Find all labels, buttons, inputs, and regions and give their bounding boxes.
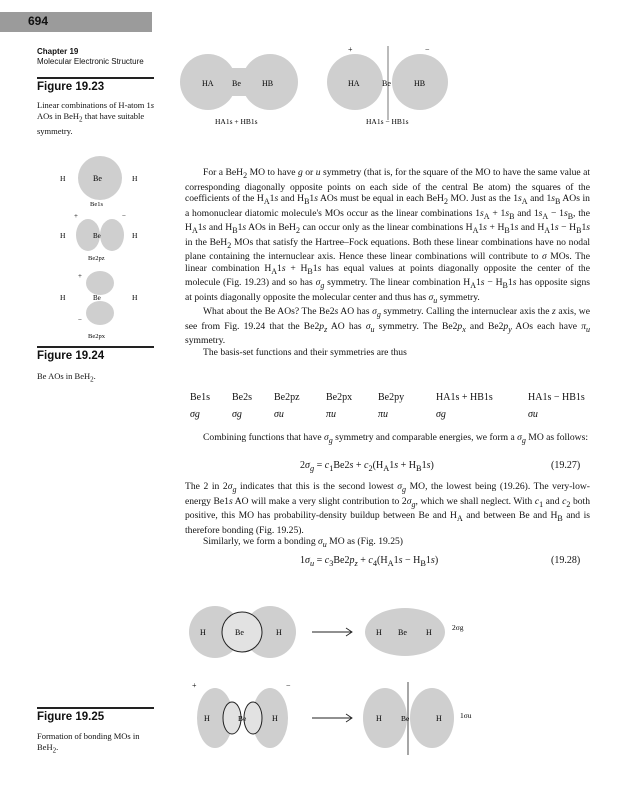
be-label: Be (401, 714, 410, 723)
h-right-label: H (272, 714, 278, 723)
orbital-sum-diagram (180, 54, 298, 126)
figure-19-25-diagram (180, 600, 620, 780)
minus-sign: − (425, 45, 430, 54)
basis-function-cell: HA1s − HB1s (528, 392, 585, 403)
basis-symmetries-row (190, 409, 590, 420)
be2px-sublabel: Be2px (88, 333, 105, 340)
plus-sign: + (78, 272, 82, 280)
paragraph-3: The basis-set functions and their symmetries are thus (203, 346, 407, 358)
basis-functions-row (190, 392, 590, 403)
be2pz-orbital (60, 212, 138, 262)
figure-rule (37, 707, 154, 709)
h-left-label: H (376, 714, 382, 723)
main-text (185, 167, 590, 358)
equation-number-19-27: (19.27) (551, 460, 581, 471)
h-left-label: H (60, 293, 66, 302)
sigma-u-formation (192, 681, 472, 755)
be-label: Be (232, 79, 241, 88)
be1s-sublabel: Be1s (90, 201, 103, 208)
equation-19-28: $1\sigma_u = c_3Be2p_z + c_4(H_A1s - H_B1s)$ (300, 555, 439, 568)
figure-19-23-caption: Linear combinations of H-atom 1s AOs in BeH$_2$ that have suitable symmetry. (37, 100, 155, 136)
paragraph-1: For a BeH$_2$ MO to have g or u symmetry (that is, for the square of the MO to have the same value at corresponding diagonally opposite points on each side of the central Be atom) the squares of the coefficients of the $H_A1s$ and $H_B1s$ AOs must be equal in each BeH$_2$ MO. Just as the $1s_A$ and $1s_B$ AOs in a homonuclear diatomic molecule's MOs occur as the linear combinations $1s_A + 1s_B$ and $1s_A - 1s_B$, the $H_A1s$ and $H_B1s$ AOs in BeH$_2$ can occur only as the linear combinations $H_A1s + H_B1s$ and $H_A1s - H_B1s$ in the BeH$_2$ MOs that satisfy the Hartree–Fock equations. Both these linear combinations have no nodal plane containing the internuclear axis. Hence these linear combinations will contribute to σ MOs. The linear combination $H_A1s + H_B1s$ has equal values at points diagonally opposite the center of the molecule (Fig. 19.23) and so has $\sigma_g$ symmetry. The linear combination $H_A1s - H_B1s$ has opposite signs at points diagonally opposite the molecular center and thus has $\sigma_u$ symmetry. (185, 167, 591, 305)
minus-sign: − (122, 212, 126, 220)
h-right-label: H (436, 714, 442, 723)
main-text-2 (185, 432, 590, 447)
plus-sign: + (74, 212, 78, 220)
basis-function-cell: Be2px (326, 392, 353, 403)
h-right-label: H (132, 231, 138, 240)
figure-rule (37, 77, 154, 79)
paragraph-2: What about the Be AOs? The Be2s AO has $\sigma_g$ symmetry. Calling the internuclear axis the z axis, we see from Fig. 19.24 that the $Be2p_z$ AO has $\sigma_u$ symmetry. The $Be2p_x$ and $Be2p_y$ AOs each have $\pi_u$ symmetry. (185, 306, 591, 347)
be1s-orbital (60, 156, 138, 208)
symmetry-cell: σg (190, 409, 200, 420)
h-left-label: H (204, 714, 210, 723)
be-label: Be (93, 174, 102, 183)
result-label: 1σu (460, 711, 472, 720)
figure-19-23-diagram (170, 42, 615, 132)
basis-function-cell: Be2s (232, 392, 252, 403)
equation-number-19-28: (19.28) (551, 555, 581, 566)
result-label: 2σg (452, 623, 464, 632)
paragraph-4: Combining functions that have $\sigma_g$ symmetry and comparable energies, we form a $\sigma_g$ MO as follows: (203, 432, 588, 445)
basis-set-table (190, 392, 590, 420)
main-text-3 (185, 481, 590, 551)
be2pz-sublabel: Be2pz (88, 255, 105, 262)
symmetry-cell: σu (274, 409, 284, 420)
h-left-label: H (60, 231, 66, 240)
figure-19-24-diagram (40, 150, 160, 350)
hb-label: HB (414, 79, 426, 88)
paragraph-6: Similarly, we form a bonding $\sigma_u$ MO as (Fig. 19.25) (203, 536, 403, 549)
chapter-header (37, 47, 144, 67)
figure-19-23-label: Figure 19.23 (37, 81, 105, 93)
h-right-label: H (132, 293, 138, 302)
be-label: Be (382, 79, 391, 88)
be-label: Be (93, 232, 101, 240)
plus-sign: + (192, 681, 197, 690)
h-left-label: H (60, 174, 66, 183)
paragraph-5: The 2 in $2\sigma_g$ indicates that this is the second lowest $\sigma_g$ MO, the lowest being (19.26). The very-low-energy Be1s AO will make a very slight contribution to $2\sigma_g$, which we shall neglect. With $c_1$ and $c_2$ both positive, this MO has probability-density buildup between Be and $H_A$ and between Be and $H_B$ and is therefore bonding (Fig. 19.25). (185, 481, 591, 536)
figure-19-25-label: Figure 19.25 (37, 711, 105, 723)
minus-sign: − (78, 316, 82, 324)
chapter-number: Chapter 19 (37, 47, 79, 56)
be-label: Be (93, 294, 101, 302)
h-right-label: H (426, 628, 432, 637)
figure-19-24-label: Figure 19.24 (37, 350, 105, 362)
symmetry-cell: πu (378, 409, 389, 420)
sum-sublabel: HA1s + HB1s (215, 117, 258, 126)
ha-label: HA (202, 79, 214, 88)
equation-19-27: $2\sigma_g = c_1Be2s + c_2(H_A1s + H_B1s)$ (300, 460, 434, 473)
symmetry-cell: σg (436, 409, 446, 420)
basis-function-cell: Be2py (378, 392, 405, 403)
difference-sublabel: HA1s − HB1s (366, 117, 409, 126)
h-right-label: H (132, 174, 138, 183)
be-label: Be (235, 628, 244, 637)
basis-function-cell: Be2pz (274, 392, 300, 403)
minus-sign: − (286, 681, 291, 690)
be-label: Be (238, 714, 247, 723)
ha-label: HA (348, 79, 360, 88)
be2px-orbital (60, 271, 138, 340)
figure-rule (37, 346, 154, 348)
symmetry-cell: σg (232, 409, 242, 420)
page-number-tab (0, 12, 152, 32)
h-left-label: H (376, 628, 382, 637)
symmetry-cell: σu (528, 409, 538, 420)
h-right-label: H (276, 628, 282, 637)
symmetry-cell: πu (326, 409, 337, 420)
be-label: Be (398, 628, 407, 637)
figure-19-24-caption: Be AOs in BeH$_2$. (37, 371, 96, 384)
figure-19-25-caption: Formation of bonding MOs in BeH$_2$. (37, 731, 140, 755)
orbital-difference-diagram (327, 45, 448, 126)
hb-label: HB (262, 79, 274, 88)
chapter-title: Molecular Electronic Structure (37, 57, 144, 66)
basis-function-cell: HA1s + HB1s (436, 392, 493, 403)
h-left-label: H (200, 628, 206, 637)
page-number: 694 (28, 14, 49, 28)
plus-sign: + (348, 45, 353, 54)
basis-function-cell: Be1s (190, 392, 210, 403)
sigma-g-formation (189, 606, 464, 658)
